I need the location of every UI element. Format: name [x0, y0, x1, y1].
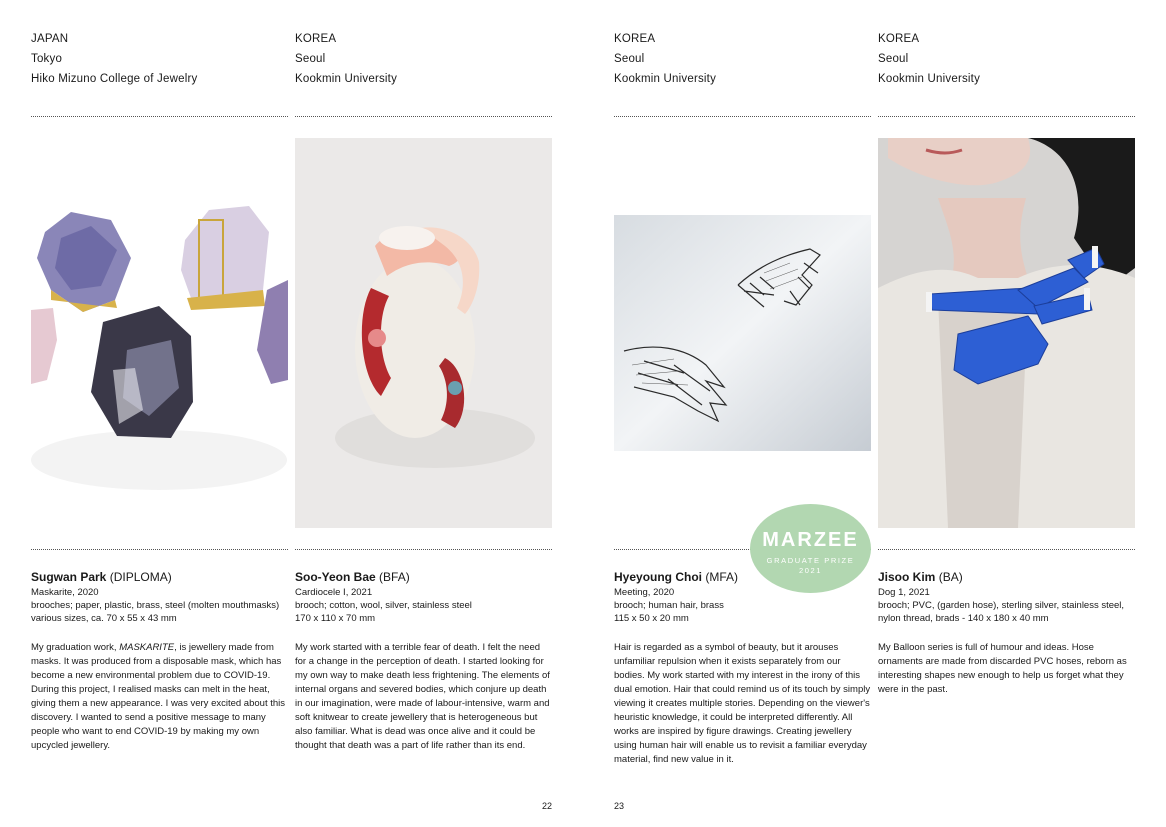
- entry-hyeyoung-choi: [614, 0, 871, 827]
- city: Seoul: [614, 53, 645, 65]
- work-size: various sizes, ca. 70 x 55 x 43 mm: [31, 613, 177, 624]
- entry-jisoo-kim: [878, 0, 1135, 827]
- work-materials: brooch; human hair, brass: [614, 600, 724, 611]
- work-title: Cardiocele I, 2021: [295, 587, 373, 598]
- artwork-info: [614, 570, 871, 767]
- work-materials: brooch; PVC, (garden hose), sterling silver, stainless steel, nylon thread, brads - 140 x 180 x 40 mm: [878, 600, 1125, 624]
- badge-year: 2021: [798, 566, 823, 575]
- divider: [295, 116, 552, 117]
- statement-text: , is jewellery made from masks. It was produced from a disposable mask, which has become a new environmental problem due to COVID-19. During this project, I realised masks can melt in the heat, giving them a new appearance. I was very excited about this discovery. I wanted to send a positive message to many people who want to end COVID-19 by making my own upcycled jewellery.: [31, 642, 286, 751]
- statement-text: My graduation work,: [31, 642, 120, 653]
- artist-line: [31, 570, 288, 585]
- work-title: Meeting, 2020: [614, 587, 675, 598]
- country: KOREA: [614, 33, 656, 45]
- artist-name: Hyeyoung Choi: [614, 570, 703, 584]
- artist-statement: [31, 641, 288, 753]
- work-size: 170 x 110 x 70 mm: [295, 613, 376, 624]
- school: Kookmin University: [295, 73, 398, 85]
- artist-line: [878, 570, 1135, 585]
- work-title: Dog 1, 2021: [878, 587, 930, 598]
- artist-statement: My work started with a terrible fear of death. I felt the need for a change in the perception of death. I started looking for my own way to make death less frightening. The elements of internal organs and severed bodies, which conjure up death in our imagination, were made of labour-intensive, warm and soft knitwear to create jewellery that is heterogeneous but also familiar. What is dead was once alive and it could be thought that death was a part of life rather than its end.: [295, 642, 550, 751]
- location-block: [878, 29, 980, 89]
- artwork-photo: [614, 215, 871, 451]
- country: KOREA: [878, 33, 920, 45]
- divider: [31, 116, 288, 117]
- artwork-info: [878, 570, 1135, 697]
- work-materials: brooches; paper, plastic, brass, steel (molten mouthmasks): [31, 600, 280, 611]
- artwork-info: [295, 570, 552, 753]
- badge-title: MARZEE: [762, 529, 859, 551]
- city: Tokyo: [31, 53, 63, 65]
- divider: [295, 549, 552, 550]
- artwork-photo: [31, 140, 288, 528]
- artist-name: Soo-Yeon Bae: [295, 570, 376, 584]
- artist-degree: (BFA): [379, 570, 410, 584]
- location-block: [295, 29, 397, 89]
- school: Hiko Mizuno College of Jewelry: [31, 73, 198, 85]
- statement-emphasis: MASKARITE: [119, 642, 175, 653]
- work-materials: brooch; cotton, wool, silver, stainless steel: [295, 600, 472, 611]
- page-number-right: 23: [614, 801, 625, 811]
- work-size: 115 x 50 x 20 mm: [614, 613, 689, 624]
- artist-name: Sugwan Park: [31, 570, 107, 584]
- page-number-left: 22: [542, 801, 553, 811]
- divider: [614, 116, 871, 117]
- badge-subtitle: GRADUATE PRIZE: [766, 556, 855, 565]
- work-title: Maskarite, 2020: [31, 587, 99, 598]
- graduate-prize-badge: [750, 504, 871, 593]
- artwork-photo: [295, 138, 552, 528]
- location-block: [31, 29, 197, 89]
- divider: [878, 549, 1135, 550]
- artist-degree: (MFA): [705, 570, 739, 584]
- artist-degree: (BA): [938, 570, 963, 584]
- country: KOREA: [295, 33, 337, 45]
- artist-statement: My Balloon series is full of humour and ideas. Hose ornaments are made from discarded PVC hoses, reborn as interesting shapes new enough to help us forget what they were in the past.: [878, 642, 1127, 695]
- divider: [31, 549, 288, 550]
- artist-statement: Hair is regarded as a symbol of beauty, but it arouses unfamiliar repulsion when it exists separately from our bodies. My work started with my interest in the irony of this dual emotion. Hair that could remind us of its touch by simply viewing it creates multiple stories. Depending on the viewer's heuristic knowledge, it could be interpreted differently. All works are inspired by figure drawings. Creating jewellery using human hair will enable us to revisit a familiar everyday material, find new value in it.: [614, 642, 871, 765]
- artwork-info: [31, 570, 288, 753]
- artwork-photo: [878, 138, 1135, 528]
- entry-soo-yeon-bae: [295, 0, 552, 827]
- divider: [878, 116, 1135, 117]
- artist-degree: (DIPLOMA): [109, 570, 172, 584]
- artist-line: [295, 570, 552, 585]
- city: Seoul: [878, 53, 909, 65]
- school: Kookmin University: [878, 73, 981, 85]
- city: Seoul: [295, 53, 326, 65]
- location-block: [614, 29, 716, 89]
- country: JAPAN: [31, 33, 69, 45]
- school: Kookmin University: [614, 73, 717, 85]
- artist-name: Jisoo Kim: [878, 570, 936, 584]
